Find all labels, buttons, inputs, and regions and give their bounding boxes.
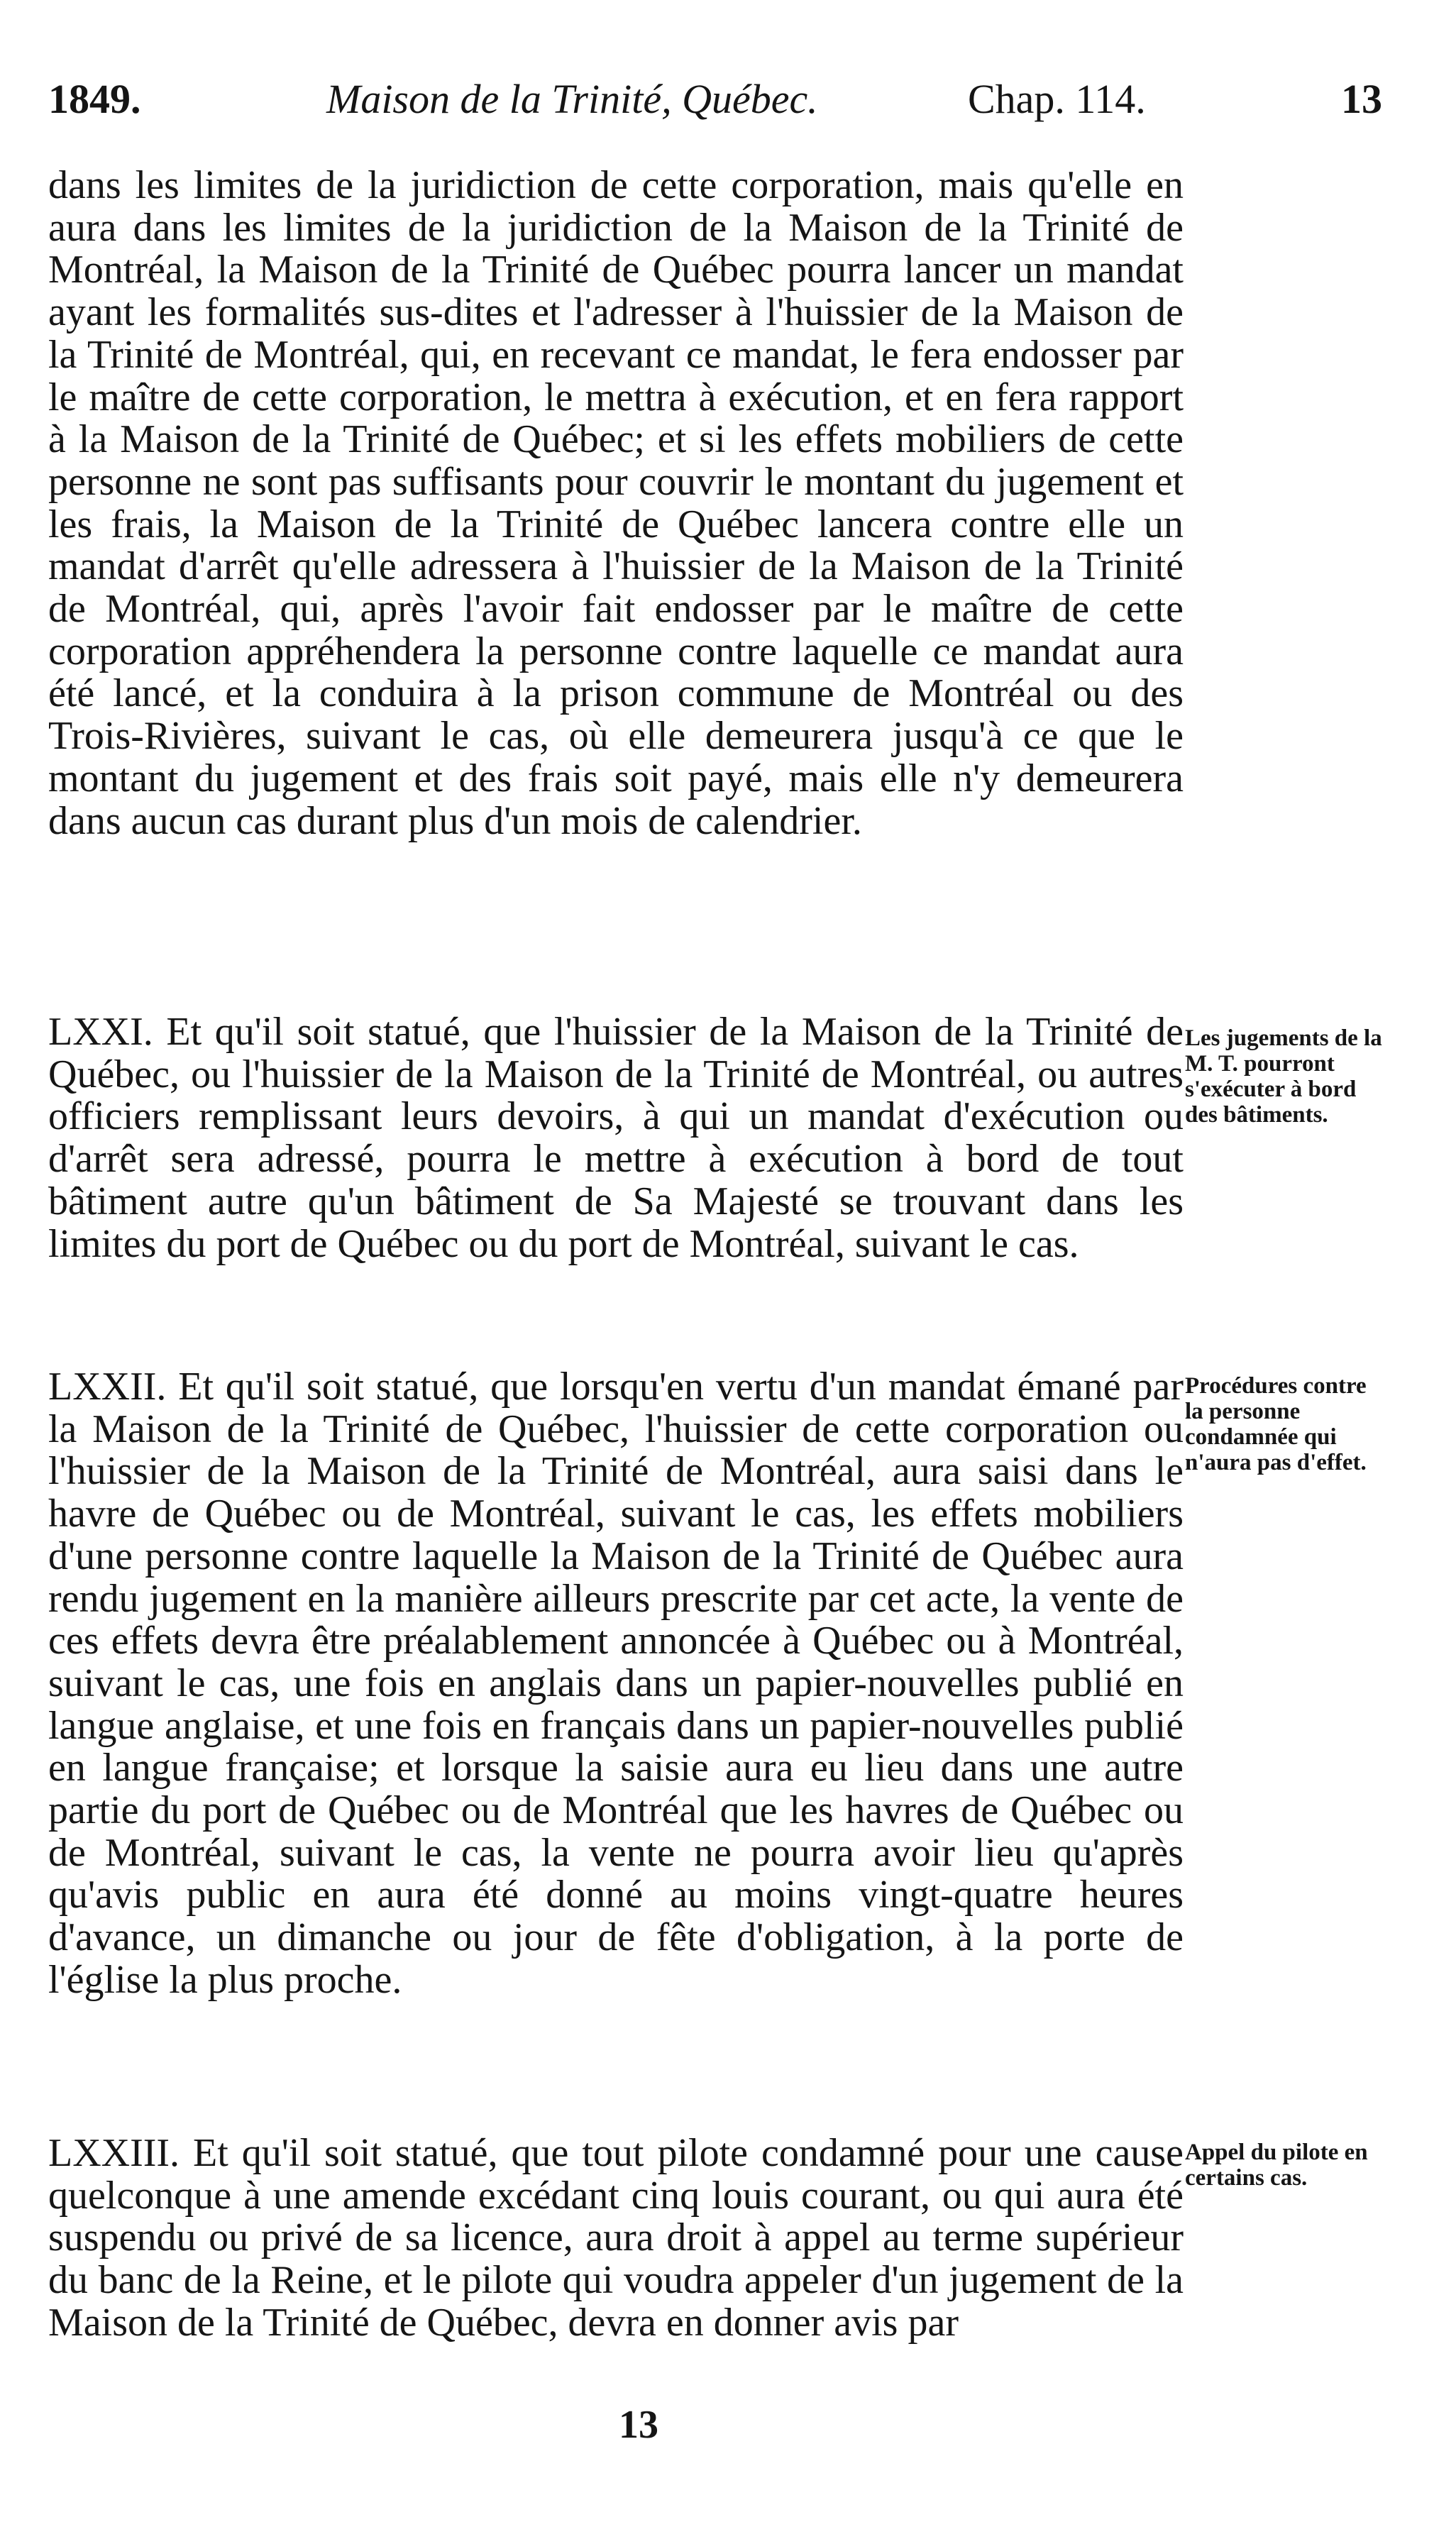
paragraph-continuation: dans les limites de la juridiction de cette corporation, mais qu'elle en aura dans les limites de la juridiction de la Maison de la Trinité de Montréal, la Maison de la Trinité de Québec pourra lancer un mandat ayant les formalités sus-dites et l'adresser à l'huissier de la Maison de la Trinité de Montréal, qui, en recevant ce mandat, le fera endosser par le maître de cette corporation, le mettra à exécution, et en fera rapport à la Maison de la Trinité de Québec; et si les effets mobiliers de cette personne ne sont pas suffisants pour couvrir le montant du jugement et les frais, la Maison de la Trinité de Québec lancera contre elle un mandat d'arrêt qu'elle adressera à l'huissier de la Maison de la Trinité de Montréal, qui, après l'avoir fait endosser par le maître de cette corporation appréhendera la personne contre laquelle ce mandat aura été lancé, et la conduira à la prison commune de Montréal ou des Trois-Rivières, suivant le cas, où elle demeurera jusqu'à ce que le montant du jugement et des frais soit payé, mais elle n'y demeurera dans aucun cas durant plus d'un mois de calendrier. xyxy=(48,163,1184,843)
margin-note-lxxii: Procédures contre la personne condamnée qui n'aura pas d'effet. xyxy=(1185,1373,1367,1475)
margin-note-lxxi: Les jugements de la M. T. pourront s'exécuter à bord des bâtiments. xyxy=(1185,1025,1382,1128)
header-chapter: Chap. 114. xyxy=(968,76,1146,122)
section-lxxiii: LXXIII. Et qu'il soit statué, que tout pilote condamné pour une cause quelconque à une amende excédant cinq louis courant, ou qui aura été suspendu ou privé de sa licence, aura droit à appel au terme supérieur du banc de la Reine, et le pilote qui voudra appeler d'un jugement de la Maison de la Trinité de Québec, devra en donner avis par xyxy=(48,2131,1184,2345)
header-title: Maison de la Trinité, Québec. xyxy=(326,76,818,122)
section-lxxii: LXXII. Et qu'il soit statué, que lorsqu'en vertu d'un mandat émané par la Maison de la Trinité de Québec, l'huissier de cette corporation ou l'huissier de la Maison de la Trinité de Montréal, aura saisi dans le havre de Québec ou de Montréal, suivant le cas, les effets mobiliers d'une personne contre laquelle la Maison de la Trinité de Québec aura rendu jugement en la manière ailleurs prescrite par cet acte, la vente de ces effets devra être préalablement annoncée à Québec ou à Montréal, suivant le cas, une fois en anglais dans un papier-nouvelles publié en langue anglaise, et une fois en français dans un papier-nouvelles publié en langue française; et lorsque la saisie aura eu lieu dans une autre partie du port de Québec ou de Montréal que les havres de Québec ou de Montréal, suivant le cas, la vente ne pourra avoir lieu qu'après qu'avis public en aura été donné au moins vingt-quatre heures d'avance, un dimanche ou jour de fête d'obligation, à la porte de l'église la plus proche. xyxy=(48,1365,1184,2002)
header-page-number: 13 xyxy=(1341,76,1382,122)
section-lxxi: LXXI. Et qu'il soit statué, que l'huissier de la Maison de la Trinité de Québec, ou l'huissier de la Maison de la Trinité de Montréal, ou autres officiers remplissant leurs devoirs, à qui un mandat d'exécution ou d'arrêt sera adressé, pourra le mettre à exécution à bord de tout bâtiment autre qu'un bâtiment de Sa Majesté se trouvant dans les limites du port de Québec ou du port de Montréal, suivant le cas. xyxy=(48,1010,1184,1266)
footer-page-number: 13 xyxy=(619,2403,658,2447)
margin-note-lxxiii: Appel du pilote en certains cas. xyxy=(1185,2140,1368,2191)
running-header xyxy=(48,71,1382,128)
header-year: 1849. xyxy=(48,76,141,122)
